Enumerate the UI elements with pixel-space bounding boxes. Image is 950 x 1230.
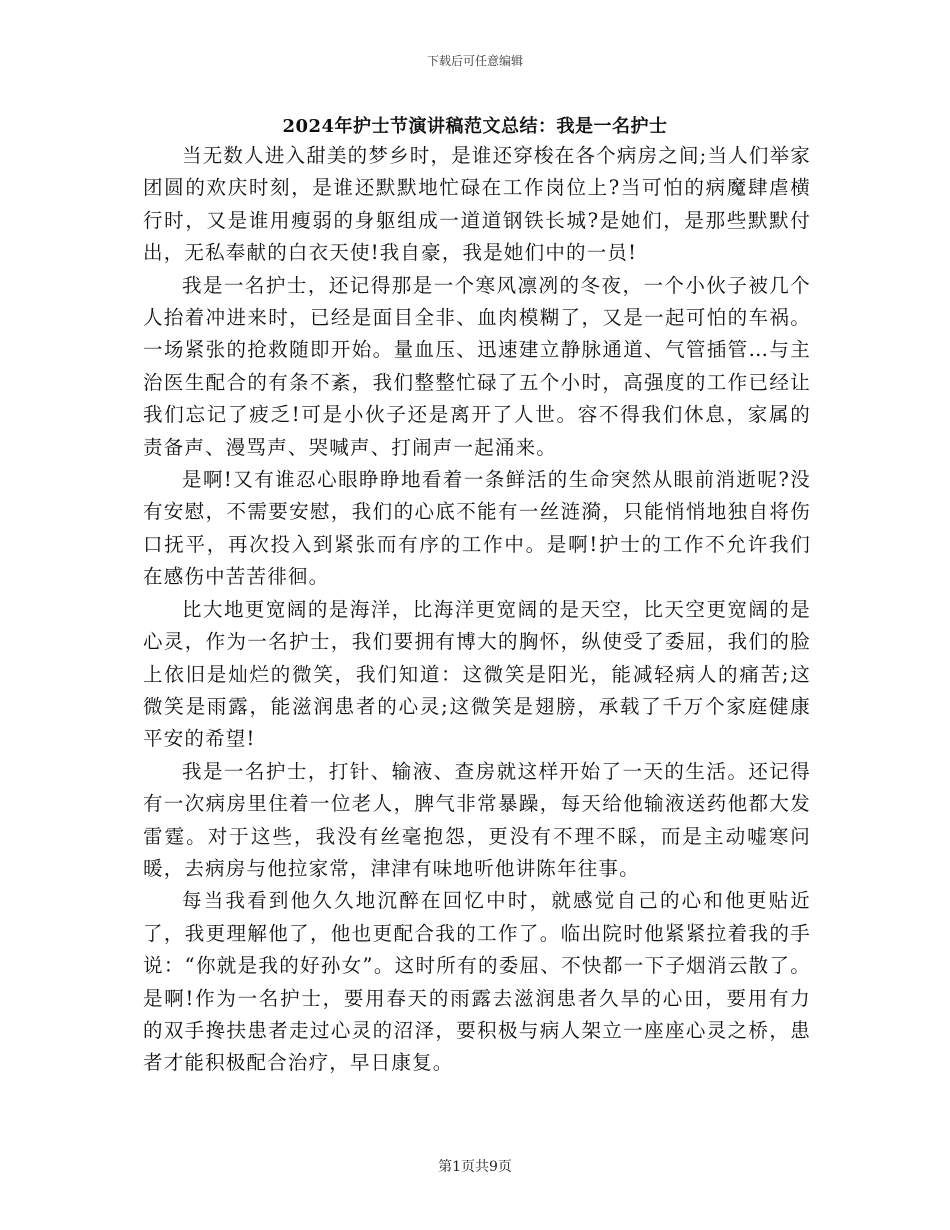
paragraph-2: 我是一名护士，还记得那是一个寒风凛冽的冬夜，一个小伙子被几个人抬着冲进来时，已经是面目全非、血肉模糊了，又是一起可怕的车祸。一场紧张的抢救随即开始。量血压、迅速建立静脉通道、气管插管…与主治医生配合的有条不紊，我们整整忙碌了五个小时，高强度的工作已经让我们忘记了疲乏!可是小伙子还是离开了人世。容不得我们休息，家属的责备声、漫骂声、哭喊声、打闹声一起涌来。 [143,273,811,459]
paragraph-1: 当无数人进入甜美的梦乡时，是谁还穿梭在各个病房之间;当人们举家团圆的欢庆时刻，是谁还默默地忙碌在工作岗位上?当可怕的病魔肆虐横行时，又是谁用瘦弱的身躯组成一道道钢铁长城?是她们，是那些默默付出，无私奉献的白衣天使!我自豪，我是她们中的一员! [143,144,811,265]
paragraph-3: 是啊!又有谁忍心眼睁睁地看着一条鲜活的生命突然从眼前消逝呢?没有安慰，不需要安慰，我们的心底不能有一丝涟漪，只能悄悄地独自将伤口抚平，再次投入到紧张而有序的工作中。是啊!护士的工作不允许我们在感伤中苦苦徘徊。 [143,468,811,589]
header-note: 下载后可任意编辑 [426,54,523,68]
page-indicator: 第1页共9页 [438,1159,512,1175]
paragraph-6: 每当我看到他久久地沉醉在回忆中时，就感觉自己的心和他更贴近了，我更理解他了，他也更配合我的工作了。临出院时他紧紧拉着我的手说：“你就是我的好孙女”。这时所有的委屈、不快都一下子烟消云散了。是啊!作为一名护士，要用春天的雨露去滋润患者久旱的心田，要用有力的双手搀扶患者走过心灵的沼泽，要积极与病人架立一座座心灵之桥，患者才能积极配合治疗，早日康复。 [143,889,811,1075]
document-body [143,140,811,1080]
paragraph-4: 比大地更宽阔的是海洋，比海洋更宽阔的是天空，比天空更宽阔的是心灵，作为一名护士，我们要拥有博大的胸怀，纵使受了委屈，我们的脸上依旧是灿烂的微笑，我们知道：这微笑是阳光，能减轻病人的痛苦;这微笑是雨露，能滋润患者的心灵;这微笑是翅膀，承载了千万个家庭健康平安的希望! [143,597,811,751]
document-title: 2024年护士节演讲稿范文总结：我是一名护士 [282,116,668,137]
paragraph-5: 我是一名护士，打针、输液、查房就这样开始了一天的生活。还记得有一次病房里住着一位老人，脾气非常暴躁，每天给他输液送药他都大发雷霆。对于这些，我没有丝毫抱怨，更没有不理不睬，而是主动嘘寒问暖，去病房与他拉家常，津津有味地听他讲陈年往事。 [143,759,811,880]
